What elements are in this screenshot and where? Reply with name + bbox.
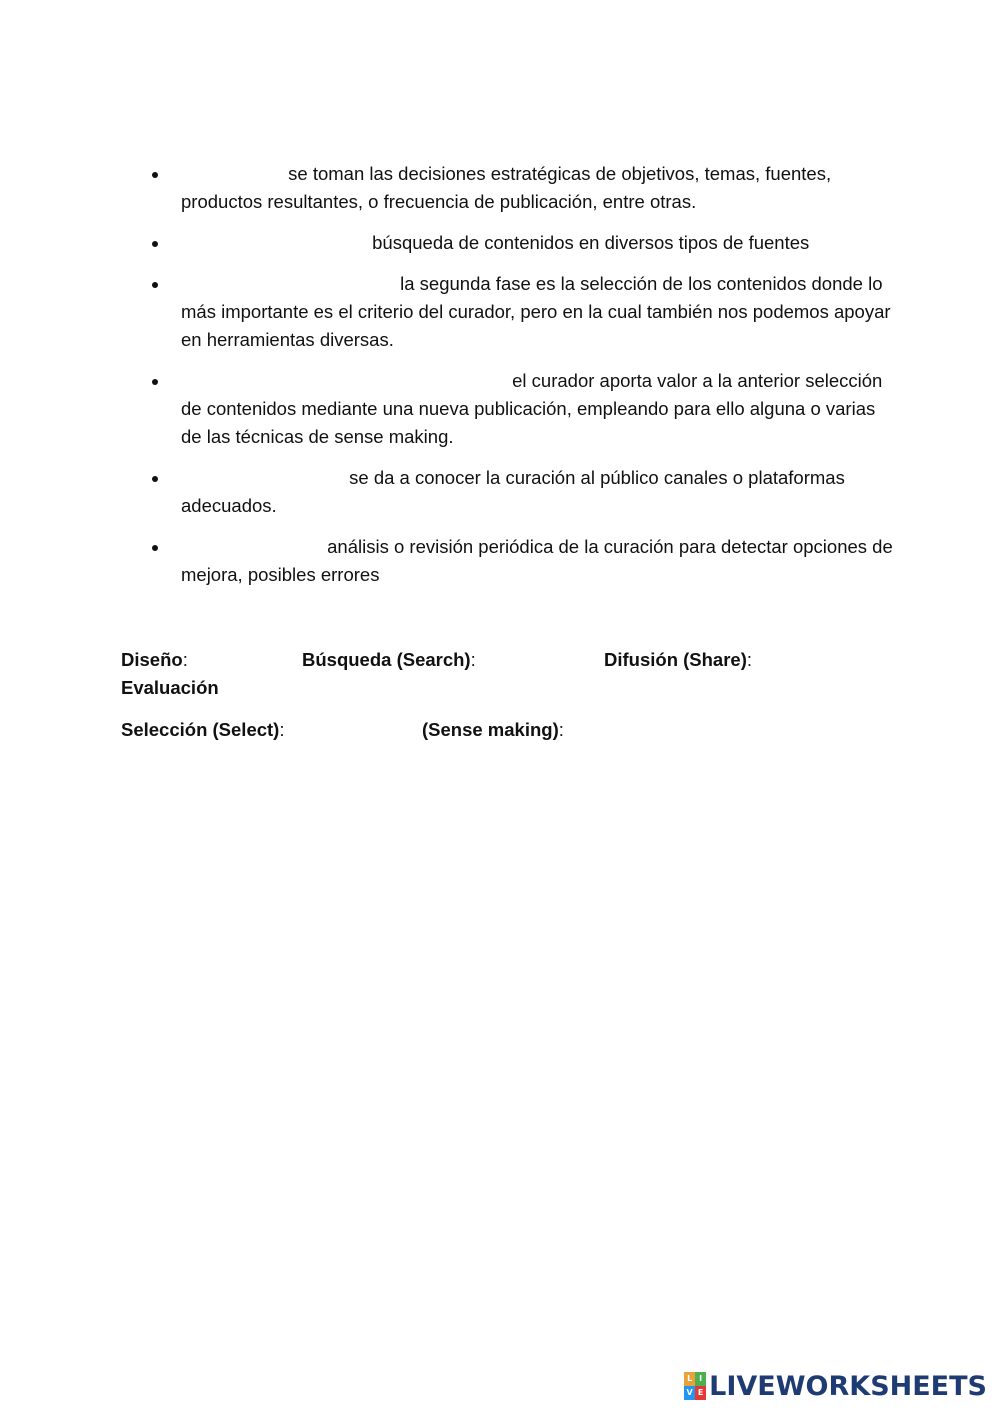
label-busqueda[interactable]: Búsqueda (Search): (302, 649, 476, 670)
list-item (120, 367, 900, 451)
item-text: el curador aporta valor a la anterior selección de contenidos mediante una nueva publicación, empleando para ello alguna o varias de las técnicas de sense making. (181, 370, 883, 447)
definitions-list (120, 160, 900, 602)
item-text: se toman las decisiones estratégicas de objetivos, temas, fuentes, productos resultantes, o frecuencia de publicación, entre otras. (181, 163, 832, 212)
list-item (120, 160, 900, 216)
bullet-icon (152, 172, 158, 178)
logo-letter: V (684, 1386, 695, 1400)
answer-blank[interactable] (181, 538, 322, 558)
list-item (120, 229, 900, 257)
item-text: búsqueda de contenidos en diversos tipos de fuentes (372, 232, 810, 253)
list-item (120, 270, 900, 354)
word-bank-row-2 (121, 716, 901, 746)
bullet-icon (152, 379, 158, 385)
logo-letter: E (695, 1386, 706, 1400)
answer-blank[interactable] (181, 372, 507, 392)
list-item (120, 533, 900, 589)
label-evaluacion[interactable]: Evaluación (121, 677, 219, 698)
bullet-icon (152, 241, 158, 247)
list-item (120, 464, 900, 520)
label-difusion[interactable]: Difusión (Share): (604, 649, 753, 670)
label-sense-making[interactable]: (Sense making): (422, 719, 564, 740)
word-bank-row-1 (121, 646, 901, 706)
logo-icon (684, 1372, 706, 1400)
bullet-icon (152, 282, 158, 288)
label-seleccion[interactable]: Selección (Select): (121, 719, 285, 740)
label-diseno[interactable]: Diseño: (121, 649, 188, 670)
answer-blank[interactable] (181, 469, 344, 489)
logo-text: LIVEWORKSHEETS (709, 1370, 987, 1402)
item-text: análisis o revisión periódica de la curación para detectar opciones de mejora, posibles errores (181, 536, 893, 585)
bullet-icon (152, 545, 158, 551)
liveworksheets-logo (684, 1370, 987, 1402)
answer-blank[interactable] (181, 165, 283, 185)
answer-blank[interactable] (181, 275, 395, 295)
logo-letter: L (684, 1372, 695, 1386)
item-text: se da a conocer la curación al público canales o plataformas adecuados. (181, 467, 845, 516)
item-text: la segunda fase es la selección de los contenidos donde lo más importante es el criterio del curador, pero en la cual también nos podemos apoyar en herramientas diversas. (181, 273, 891, 350)
bullet-icon (152, 476, 158, 482)
answer-blank[interactable] (181, 234, 367, 254)
logo-letter: I (695, 1372, 706, 1386)
